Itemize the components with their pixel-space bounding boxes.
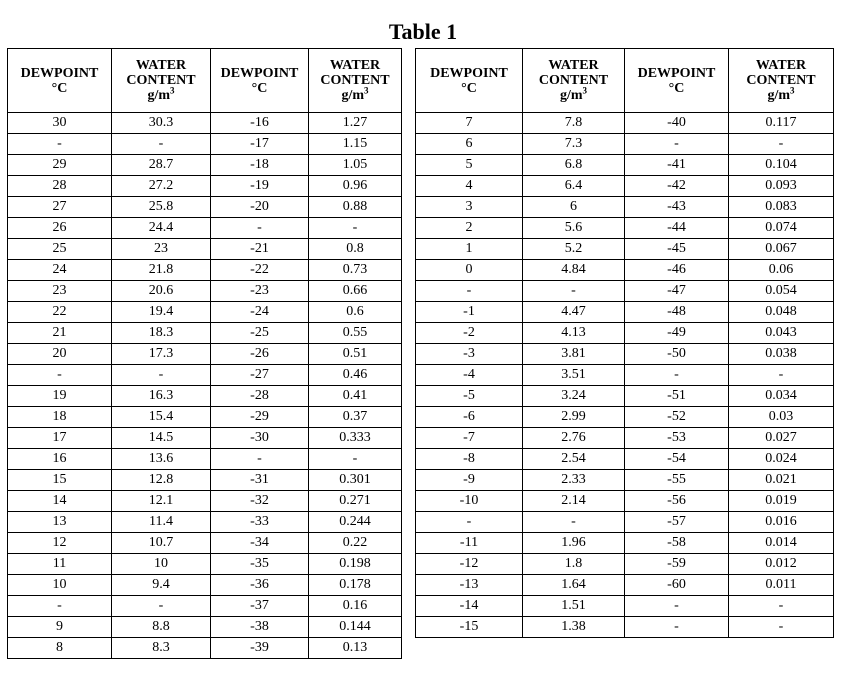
table-cell: 0.043 [729, 323, 834, 344]
table-cell: 30.3 [112, 113, 211, 134]
table-cell: -46 [625, 260, 729, 281]
table-cell: -2 [416, 323, 523, 344]
table-cell: -23 [211, 281, 309, 302]
table-cell: 0.96 [309, 176, 402, 197]
table-row [8, 281, 402, 302]
table-row [416, 134, 834, 155]
table-cell: 14 [8, 491, 112, 512]
table-cell: 10 [8, 575, 112, 596]
table-cell: -28 [211, 386, 309, 407]
table-row [416, 155, 834, 176]
table-row [416, 197, 834, 218]
table-cell: 0 [416, 260, 523, 281]
table-row [416, 470, 834, 491]
table-cell: - [416, 281, 523, 302]
table-cell: 0.22 [309, 533, 402, 554]
table-cell: 6.4 [523, 176, 625, 197]
table-row [416, 281, 834, 302]
table-cell: 2.54 [523, 449, 625, 470]
table-cell: 0.88 [309, 197, 402, 218]
table-row [416, 365, 834, 386]
table-cell: -52 [625, 407, 729, 428]
table-cell: -45 [625, 239, 729, 260]
table-cell: - [112, 134, 211, 155]
table-cell: -39 [211, 638, 309, 659]
table-cell: 0.03 [729, 407, 834, 428]
table-cell: 12.8 [112, 470, 211, 491]
header-water-content: WATER CONTENT $g/m^3$ [523, 49, 625, 113]
table-cell: -6 [416, 407, 523, 428]
table-cell: -47 [625, 281, 729, 302]
table-cell: 0.16 [309, 596, 402, 617]
table-cell: 0.41 [309, 386, 402, 407]
table-cell: 3.81 [523, 344, 625, 365]
table-row [8, 197, 402, 218]
table-row [8, 617, 402, 638]
table-cell: 9 [8, 617, 112, 638]
table-cell: 0.038 [729, 344, 834, 365]
table-cell: 2.76 [523, 428, 625, 449]
table-cell: 19 [8, 386, 112, 407]
table-cell: 11.4 [112, 512, 211, 533]
table-cell: - [309, 218, 402, 239]
header-row [416, 49, 834, 113]
table-cell: 12.1 [112, 491, 211, 512]
dewpoint-table-left [7, 48, 402, 659]
table-cell: -30 [211, 428, 309, 449]
table-cell: 21 [8, 323, 112, 344]
table-cell: - [8, 596, 112, 617]
table-row [8, 491, 402, 512]
table-cell: 27 [8, 197, 112, 218]
table-cell: - [729, 134, 834, 155]
table-cell: 5 [416, 155, 523, 176]
table-cell: -55 [625, 470, 729, 491]
table-cell: 1.8 [523, 554, 625, 575]
table-cell: 19.4 [112, 302, 211, 323]
table-cell: 1 [416, 239, 523, 260]
table-cell: 24 [8, 260, 112, 281]
table-cell: -59 [625, 554, 729, 575]
table-cell: 0.178 [309, 575, 402, 596]
table-cell: -20 [211, 197, 309, 218]
table-row [8, 533, 402, 554]
table-row [416, 554, 834, 575]
table-row [416, 323, 834, 344]
table-cell: 21.8 [112, 260, 211, 281]
header-row [8, 49, 402, 113]
table-cell: 11 [8, 554, 112, 575]
table-cell: 23 [112, 239, 211, 260]
table-cell: 0.067 [729, 239, 834, 260]
table-cell: -54 [625, 449, 729, 470]
table-cell: 23 [8, 281, 112, 302]
table-row [416, 533, 834, 554]
table-cell: -57 [625, 512, 729, 533]
table-row [8, 344, 402, 365]
table-cell: 13.6 [112, 449, 211, 470]
table-cell: -22 [211, 260, 309, 281]
table-cell: 27.2 [112, 176, 211, 197]
table-cell: 16 [8, 449, 112, 470]
table-cell: 12 [8, 533, 112, 554]
table-cell: 17 [8, 428, 112, 449]
table-cell: -26 [211, 344, 309, 365]
table-row [8, 134, 402, 155]
table-cell: 0.048 [729, 302, 834, 323]
table-cell: 28.7 [112, 155, 211, 176]
table-cell: 0.104 [729, 155, 834, 176]
table-row [8, 638, 402, 659]
header-water-content: WATER CONTENT $g/m^3$ [112, 49, 211, 113]
table-row [8, 449, 402, 470]
table-cell: 28 [8, 176, 112, 197]
table-cell: 3 [416, 197, 523, 218]
table-cell: 0.301 [309, 470, 402, 491]
table-cell: 7.3 [523, 134, 625, 155]
table-cell: 0.144 [309, 617, 402, 638]
table-cell: 0.034 [729, 386, 834, 407]
table-cell: 1.64 [523, 575, 625, 596]
table-cell: 25 [8, 239, 112, 260]
table-cell: -18 [211, 155, 309, 176]
dewpoint-table-right [415, 48, 834, 638]
table-cell: - [729, 596, 834, 617]
table-cell: -31 [211, 470, 309, 491]
table-cell: -48 [625, 302, 729, 323]
table-cell: -9 [416, 470, 523, 491]
table-cell: 16.3 [112, 386, 211, 407]
table-cell: 5.6 [523, 218, 625, 239]
table-cell: 6 [523, 197, 625, 218]
table-cell: -16 [211, 113, 309, 134]
table-cell: -42 [625, 176, 729, 197]
table-row [416, 617, 834, 638]
table-cell: -44 [625, 218, 729, 239]
header-water-content: WATER CONTENT $g/m^3$ [309, 49, 402, 113]
table-cell: - [211, 218, 309, 239]
table-row [8, 260, 402, 281]
table-row [8, 386, 402, 407]
table-cell: -41 [625, 155, 729, 176]
table-cell: 2 [416, 218, 523, 239]
table-cell: 29 [8, 155, 112, 176]
table-cell: - [211, 449, 309, 470]
table-row [416, 596, 834, 617]
table-cell: 0.016 [729, 512, 834, 533]
table-cell: 15.4 [112, 407, 211, 428]
table-cell: 0.117 [729, 113, 834, 134]
table-cell: 0.054 [729, 281, 834, 302]
table-row [8, 218, 402, 239]
table-cell: 15 [8, 470, 112, 491]
table-cell: - [729, 365, 834, 386]
table-cell: -24 [211, 302, 309, 323]
table-row [416, 344, 834, 365]
table-row [8, 113, 402, 134]
table-cell: -4 [416, 365, 523, 386]
table-row [8, 554, 402, 575]
table-cell: 10.7 [112, 533, 211, 554]
page-title: Table 1 [388, 19, 458, 44]
table-row [416, 260, 834, 281]
table-cell: 30 [8, 113, 112, 134]
table-cell: -12 [416, 554, 523, 575]
table-cell: 1.51 [523, 596, 625, 617]
header-dewpoint: DEWPOINT °C [625, 49, 729, 113]
table-cell: 0.271 [309, 491, 402, 512]
table-cell: 9.4 [112, 575, 211, 596]
table-cell: 7 [416, 113, 523, 134]
table-row [416, 575, 834, 596]
table-cell: - [729, 617, 834, 638]
header-dewpoint: DEWPOINT °C [211, 49, 309, 113]
table-cell: 1.27 [309, 113, 402, 134]
table-cell: - [8, 134, 112, 155]
table-cell: 0.011 [729, 575, 834, 596]
table-row [416, 449, 834, 470]
table-cell: -21 [211, 239, 309, 260]
table-cell: 8 [8, 638, 112, 659]
table-row [416, 512, 834, 533]
table-cell: 7.8 [523, 113, 625, 134]
table-cell: 0.73 [309, 260, 402, 281]
table-cell: 0.46 [309, 365, 402, 386]
table-row [8, 575, 402, 596]
table-cell: 6.8 [523, 155, 625, 176]
table-cell: -50 [625, 344, 729, 365]
table-cell: 8.8 [112, 617, 211, 638]
table-cell: 2.14 [523, 491, 625, 512]
table-cell: -7 [416, 428, 523, 449]
table-cell: -53 [625, 428, 729, 449]
table-cell: 0.13 [309, 638, 402, 659]
table-cell: 22 [8, 302, 112, 323]
table-cell: 4 [416, 176, 523, 197]
table-row [416, 176, 834, 197]
table-cell: 0.019 [729, 491, 834, 512]
table-row [416, 218, 834, 239]
table-cell: 0.8 [309, 239, 402, 260]
table-cell: -49 [625, 323, 729, 344]
table-cell: - [625, 365, 729, 386]
table-cell: -56 [625, 491, 729, 512]
table-cell: 0.198 [309, 554, 402, 575]
table-cell: 0.66 [309, 281, 402, 302]
table-row [8, 302, 402, 323]
table-cell: 2.99 [523, 407, 625, 428]
table-cell: -27 [211, 365, 309, 386]
table-cell: 0.6 [309, 302, 402, 323]
table-cell: 5.2 [523, 239, 625, 260]
table-cell: 20 [8, 344, 112, 365]
table-row [416, 428, 834, 449]
table-cell: -38 [211, 617, 309, 638]
table-cell: 4.47 [523, 302, 625, 323]
table-cell: - [523, 512, 625, 533]
table-cell: 0.083 [729, 197, 834, 218]
table-cell: 3.51 [523, 365, 625, 386]
table-cell: 0.012 [729, 554, 834, 575]
table-cell: -43 [625, 197, 729, 218]
header-water-content: WATER CONTENT $g/m^3$ [729, 49, 834, 113]
table-cell: -32 [211, 491, 309, 512]
table-cell: 10 [112, 554, 211, 575]
table-cell: 8.3 [112, 638, 211, 659]
table-cell: - [625, 134, 729, 155]
table-cell: - [625, 596, 729, 617]
table-cell: -19 [211, 176, 309, 197]
table-cell: - [625, 617, 729, 638]
table-cell: 18 [8, 407, 112, 428]
table-row [416, 239, 834, 260]
table-cell: 18.3 [112, 323, 211, 344]
table-row [416, 386, 834, 407]
table-row [8, 176, 402, 197]
table-cell: -1 [416, 302, 523, 323]
table-row [8, 365, 402, 386]
table-cell: - [416, 512, 523, 533]
table-row [416, 113, 834, 134]
table-cell: 1.15 [309, 134, 402, 155]
table-cell: 26 [8, 218, 112, 239]
table-cell: 0.55 [309, 323, 402, 344]
table-cell: 3.24 [523, 386, 625, 407]
table-row [416, 302, 834, 323]
table-cell: -14 [416, 596, 523, 617]
table-cell: -34 [211, 533, 309, 554]
table-cell: 2.33 [523, 470, 625, 491]
table-cell: 1.05 [309, 155, 402, 176]
table-cell: - [523, 281, 625, 302]
table-row [8, 596, 402, 617]
table-cell: 0.074 [729, 218, 834, 239]
table-cell: 1.38 [523, 617, 625, 638]
table-cell: -25 [211, 323, 309, 344]
table-cell: -35 [211, 554, 309, 575]
table-cell: -60 [625, 575, 729, 596]
table-cell: 14.5 [112, 428, 211, 449]
table-cell: 0.37 [309, 407, 402, 428]
table-row [416, 491, 834, 512]
table-cell: -10 [416, 491, 523, 512]
table-cell: 25.8 [112, 197, 211, 218]
table-cell: -51 [625, 386, 729, 407]
table-cell: 13 [8, 512, 112, 533]
table-cell: 24.4 [112, 218, 211, 239]
table-cell: -29 [211, 407, 309, 428]
table-cell: 6 [416, 134, 523, 155]
table-cell: 0.027 [729, 428, 834, 449]
table-cell: - [8, 365, 112, 386]
table-cell: -33 [211, 512, 309, 533]
table-cell: -8 [416, 449, 523, 470]
table-cell: -13 [416, 575, 523, 596]
table-cell: 1.96 [523, 533, 625, 554]
table-cell: 4.84 [523, 260, 625, 281]
table-cell: 0.093 [729, 176, 834, 197]
table-row [8, 155, 402, 176]
table-cell: - [112, 365, 211, 386]
table-cell: 0.51 [309, 344, 402, 365]
table-row [416, 407, 834, 428]
table-row [8, 470, 402, 491]
table-row [8, 407, 402, 428]
table-cell: -3 [416, 344, 523, 365]
table-cell: 0.06 [729, 260, 834, 281]
table-row [8, 428, 402, 449]
header-dewpoint: DEWPOINT °C [416, 49, 523, 113]
table-cell: 0.024 [729, 449, 834, 470]
table-cell: -11 [416, 533, 523, 554]
header-dewpoint: DEWPOINT °C [8, 49, 112, 113]
table-row [8, 512, 402, 533]
table-cell: 4.13 [523, 323, 625, 344]
table-cell: -37 [211, 596, 309, 617]
table-cell: 0.244 [309, 512, 402, 533]
table-cell: 0.014 [729, 533, 834, 554]
table-cell: -5 [416, 386, 523, 407]
table-row [8, 239, 402, 260]
table-cell: 20.6 [112, 281, 211, 302]
table-cell: 0.021 [729, 470, 834, 491]
table-cell: - [112, 596, 211, 617]
table-row [8, 323, 402, 344]
table-cell: -58 [625, 533, 729, 554]
table-cell: -15 [416, 617, 523, 638]
table-cell: 17.3 [112, 344, 211, 365]
table-cell: -40 [625, 113, 729, 134]
table-cell: 0.333 [309, 428, 402, 449]
table-cell: -17 [211, 134, 309, 155]
table-cell: - [309, 449, 402, 470]
table-cell: -36 [211, 575, 309, 596]
